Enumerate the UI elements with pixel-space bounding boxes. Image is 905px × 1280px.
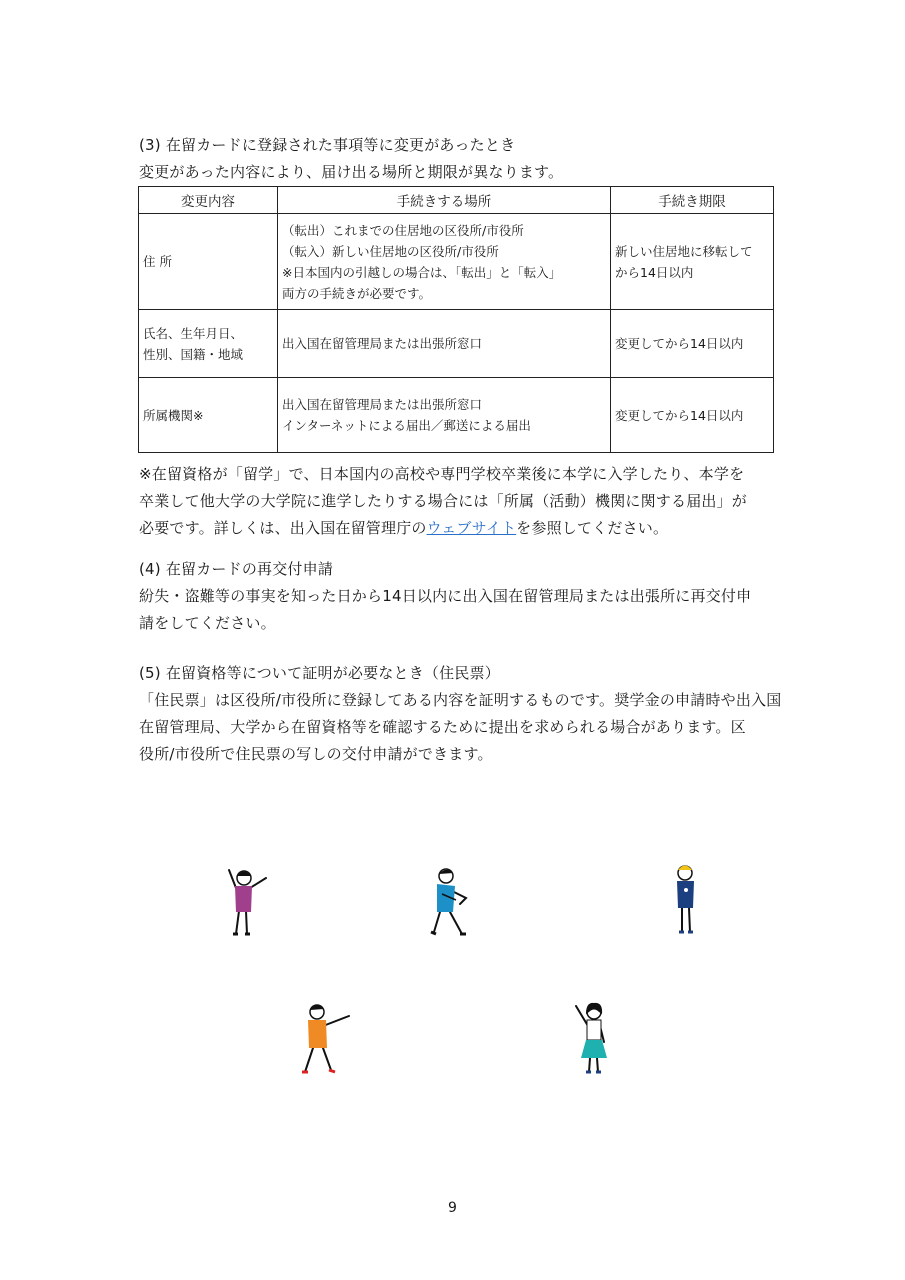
section5-line-2: 在留管理局、大学から在留資格等を確認するために提出を求められる場合があります。区 xyxy=(139,718,746,736)
table-cell-place: 出入国在留管理局または出張所窓口 xyxy=(278,310,611,378)
table-cell-place: （転出）これまでの住居地の区役所/市役所 （転入）新しい住居地の区役所/市役所 ※日本国内の引越しの場合は、「転出」と「転入」 両方の手続きが必要です。 xyxy=(278,214,611,310)
section5-line-1: 「住民票」は区役所/市役所に登録してある内容を証明するものです。奨学金の申請時や出入国 xyxy=(139,691,782,709)
note-line-2: 卒業して他大学の大学院に進学したりする場合には「所属（活動）機関に関する届出」が xyxy=(139,492,748,510)
table-cell-content: 住 所 xyxy=(139,214,278,310)
table-header-cell: 変更内容 xyxy=(139,187,278,214)
table-row xyxy=(139,214,774,310)
table-header-cell: 手続き期限 xyxy=(611,187,774,214)
section4-heading: (4) 在留カードの再交付申請 xyxy=(139,560,334,578)
note-text: 必要です。詳しくは、出入国在留管理庁の xyxy=(139,519,427,537)
table-row xyxy=(139,310,774,378)
figure-purple-cheering xyxy=(222,864,272,942)
table-cell-deadline: 変更してから14日以内 xyxy=(611,378,774,453)
figure-navy-standing xyxy=(665,860,709,940)
section3-heading: (3) 在留カードに登録された事項等に変更があったとき xyxy=(139,136,516,154)
table-cell-content: 氏名、生年月日、 性別、国籍・地域 xyxy=(139,310,278,378)
section3-intro: 変更があった内容により、届け出る場所と期限が異なります。 xyxy=(139,163,564,181)
table-header-cell: 手続きする場所 xyxy=(278,187,611,214)
figure-blue-dancing xyxy=(426,864,476,942)
note-line-1: ※在留資格が「留学」で、日本国内の高校や専門学校卒業後に本学に入学したり、本学を xyxy=(139,465,745,483)
section4-line-2: 請をしてください。 xyxy=(139,614,276,632)
table-cell-deadline: 変更してから14日以内 xyxy=(611,310,774,378)
page-number: 9 xyxy=(448,1200,457,1216)
procedure-table xyxy=(138,186,774,453)
table-cell-place: 出入国在留管理局または出張所窓口 インターネットによる届出／郵送による届出 xyxy=(278,378,611,453)
website-link[interactable]: ウェブサイト xyxy=(426,519,517,537)
figure-orange-pointing xyxy=(297,1000,357,1080)
figure-teal-waving xyxy=(570,998,618,1078)
section5-line-3: 役所/市役所で住民票の写しの交付申請ができます。 xyxy=(139,745,493,763)
table-header-row xyxy=(139,187,774,214)
table-row xyxy=(139,378,774,453)
note-text: を参照してください。 xyxy=(516,519,669,537)
section5-heading: (5) 在留資格等について証明が必要なとき（住民票） xyxy=(139,664,500,682)
table-cell-deadline: 新しい住居地に移転して から14日以内 xyxy=(611,214,774,310)
table-cell-content: 所属機関※ xyxy=(139,378,278,453)
section4-line-1: 紛失・盗難等の事実を知った日から14日以内に出入国在留管理局または出張所に再交付申 xyxy=(139,587,752,605)
note-line-3 xyxy=(139,517,668,538)
